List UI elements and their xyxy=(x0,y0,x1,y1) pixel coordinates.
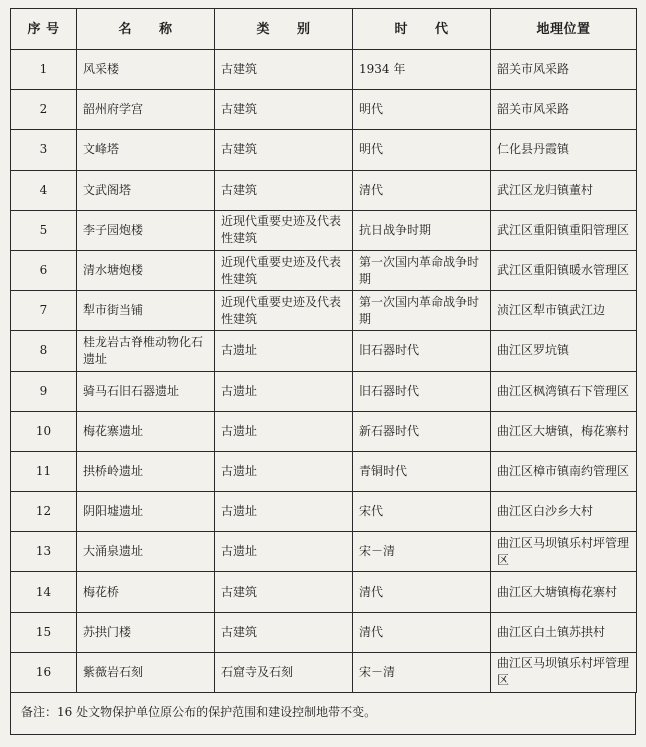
header-category: 类 别 xyxy=(215,9,353,50)
cell-no: 8 xyxy=(11,331,77,371)
header-row xyxy=(11,9,637,50)
relics-table xyxy=(10,8,637,693)
cell-location: 韶关市风采路 xyxy=(491,50,637,90)
cell-name: 文峰塔 xyxy=(77,130,215,170)
cell-no: 1 xyxy=(11,50,77,90)
cell-era: 宋－清 xyxy=(353,532,491,572)
cell-location: 曲江区大塘镇，梅花寨村 xyxy=(491,411,637,451)
cell-era: 明代 xyxy=(353,90,491,130)
cell-no: 12 xyxy=(11,492,77,532)
cell-era: 青铜时代 xyxy=(353,451,491,491)
cell-category: 古建筑 xyxy=(215,90,353,130)
cell-name: 文武阁塔 xyxy=(77,170,215,210)
table-row xyxy=(11,492,637,532)
cell-category: 石窟寺及石刻 xyxy=(215,652,353,692)
cell-location: 武江区重阳镇重阳管理区 xyxy=(491,210,637,250)
cell-location: 曲江区马坝镇乐村坪管理区 xyxy=(491,532,637,572)
cell-era: 清代 xyxy=(353,572,491,612)
cell-era: 新石器时代 xyxy=(353,411,491,451)
table-row xyxy=(11,250,637,290)
cell-name: 阴阳墟遗址 xyxy=(77,492,215,532)
cell-category: 近现代重要史迹及代表性建筑 xyxy=(215,250,353,290)
cell-name: 拱桥岭遗址 xyxy=(77,451,215,491)
cell-name: 风采楼 xyxy=(77,50,215,90)
cell-no: 16 xyxy=(11,652,77,692)
cell-no: 6 xyxy=(11,250,77,290)
table-row xyxy=(11,90,637,130)
table-row xyxy=(11,210,637,250)
cell-name: 李子园炮楼 xyxy=(77,210,215,250)
cell-name: 清水塘炮楼 xyxy=(77,250,215,290)
cell-category: 古建筑 xyxy=(215,170,353,210)
cell-era: 1934 年 xyxy=(353,50,491,90)
cell-location: 曲江区罗坑镇 xyxy=(491,331,637,371)
cell-category: 古遗址 xyxy=(215,371,353,411)
document-page xyxy=(10,8,636,742)
table-row xyxy=(11,170,637,210)
cell-name: 骑马石旧石器遗址 xyxy=(77,371,215,411)
cell-name: 梅花桥 xyxy=(77,572,215,612)
cell-era: 清代 xyxy=(353,170,491,210)
cell-no: 9 xyxy=(11,371,77,411)
table-row xyxy=(11,612,637,652)
cell-no: 10 xyxy=(11,411,77,451)
cell-category: 近现代重要史迹及代表性建筑 xyxy=(215,210,353,250)
header-name: 名 称 xyxy=(77,9,215,50)
cell-no: 3 xyxy=(11,130,77,170)
cell-category: 古遗址 xyxy=(215,492,353,532)
cell-category: 近现代重要史迹及代表性建筑 xyxy=(215,291,353,331)
cell-no: 11 xyxy=(11,451,77,491)
cell-era: 旧石器时代 xyxy=(353,331,491,371)
table-row xyxy=(11,411,637,451)
table-row xyxy=(11,291,637,331)
cell-location: 武江区龙归镇董村 xyxy=(491,170,637,210)
cell-era: 抗日战争时期 xyxy=(353,210,491,250)
cell-category: 古建筑 xyxy=(215,612,353,652)
cell-category: 古遗址 xyxy=(215,532,353,572)
cell-no: 13 xyxy=(11,532,77,572)
cell-location: 韶关市风采路 xyxy=(491,90,637,130)
cell-no: 2 xyxy=(11,90,77,130)
header-era: 时 代 xyxy=(353,9,491,50)
cell-category: 古建筑 xyxy=(215,572,353,612)
cell-category: 古建筑 xyxy=(215,50,353,90)
cell-era: 宋代 xyxy=(353,492,491,532)
table-row xyxy=(11,130,637,170)
table-row xyxy=(11,50,637,90)
cell-no: 4 xyxy=(11,170,77,210)
cell-category: 古建筑 xyxy=(215,130,353,170)
table-row xyxy=(11,652,637,692)
cell-category: 古遗址 xyxy=(215,331,353,371)
cell-name: 梅花寨遗址 xyxy=(77,411,215,451)
cell-location: 仁化县丹霞镇 xyxy=(491,130,637,170)
cell-era: 第一次国内革命战争时期 xyxy=(353,250,491,290)
cell-location: 曲江区马坝镇乐村坪管理区 xyxy=(491,652,637,692)
cell-category: 古遗址 xyxy=(215,411,353,451)
cell-no: 5 xyxy=(11,210,77,250)
table-row xyxy=(11,331,637,371)
cell-era: 明代 xyxy=(353,130,491,170)
table-body xyxy=(11,50,637,693)
cell-era: 清代 xyxy=(353,612,491,652)
cell-location: 曲江区白土镇苏拱村 xyxy=(491,612,637,652)
cell-location: 浈江区犁市镇武江边 xyxy=(491,291,637,331)
cell-location: 曲江区大塘镇梅花寨村 xyxy=(491,572,637,612)
cell-location: 曲江区白沙乡大村 xyxy=(491,492,637,532)
cell-location: 曲江区枫湾镇石下管理区 xyxy=(491,371,637,411)
cell-era: 宋－清 xyxy=(353,652,491,692)
cell-no: 7 xyxy=(11,291,77,331)
table-row xyxy=(11,451,637,491)
cell-name: 苏拱门楼 xyxy=(77,612,215,652)
header-no: 序 号 xyxy=(11,9,77,50)
table-row xyxy=(11,371,637,411)
cell-location: 武江区重阳镇暖水管理区 xyxy=(491,250,637,290)
cell-era: 第一次国内革命战争时期 xyxy=(353,291,491,331)
cell-category: 古遗址 xyxy=(215,451,353,491)
table-row xyxy=(11,572,637,612)
cell-location: 曲江区樟市镇南约管理区 xyxy=(491,451,637,491)
cell-no: 15 xyxy=(11,612,77,652)
cell-era: 旧石器时代 xyxy=(353,371,491,411)
cell-name: 犁市街当铺 xyxy=(77,291,215,331)
table-row xyxy=(11,532,637,572)
cell-no: 14 xyxy=(11,572,77,612)
cell-name: 韶州府学宫 xyxy=(77,90,215,130)
cell-name: 桂龙岩古脊椎动物化石遗址 xyxy=(77,331,215,371)
cell-name: 大涌泉遗址 xyxy=(77,532,215,572)
table-note: 备注：16 处文物保护单位原公布的保护范围和建设控制地带不变。 xyxy=(10,693,636,735)
header-location: 地理位置 xyxy=(491,9,637,50)
cell-name: 紫薇岩石刻 xyxy=(77,652,215,692)
